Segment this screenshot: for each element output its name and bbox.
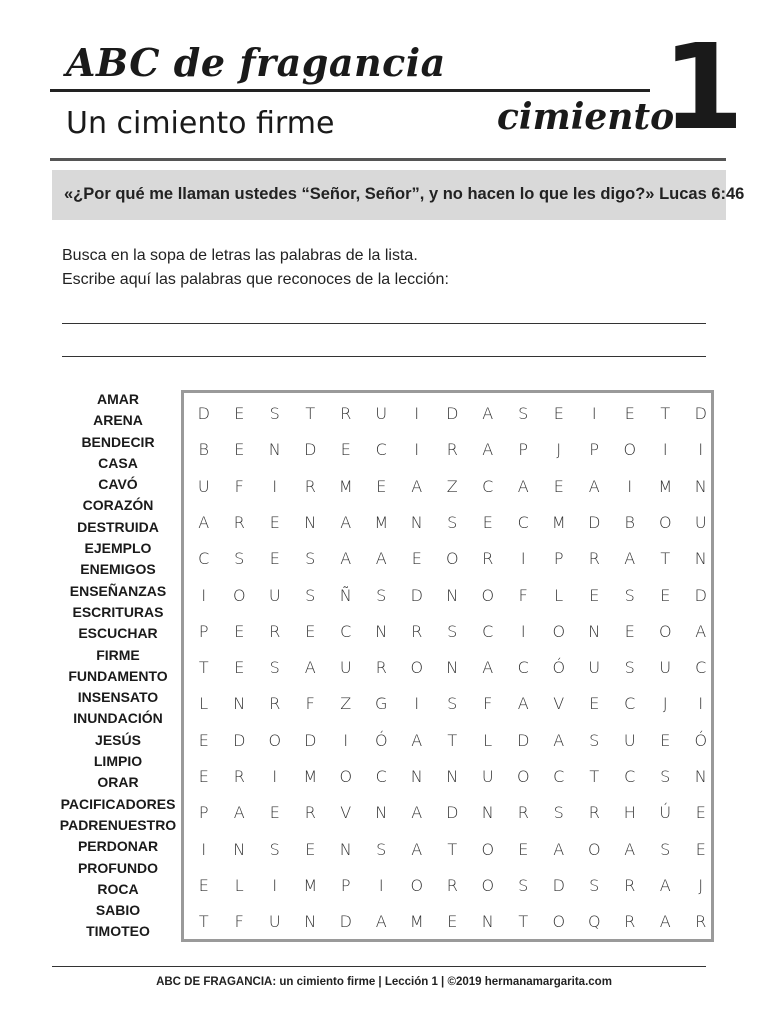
grid-cell: F xyxy=(234,912,244,932)
grid-cell: N xyxy=(446,585,459,605)
grid-cell: I xyxy=(698,440,704,460)
section-label: cimiento xyxy=(497,96,675,138)
grid-cell: C xyxy=(482,476,494,496)
grid-cell: D xyxy=(233,730,246,750)
grid-cell: N xyxy=(233,839,246,859)
grid-cell: U xyxy=(588,658,601,678)
grid-cell: O xyxy=(658,512,672,532)
lesson-number: 1 xyxy=(662,18,745,156)
grid-cell: S xyxy=(376,839,387,859)
grid-row xyxy=(184,505,711,541)
verse-banner xyxy=(52,170,745,220)
grid-row xyxy=(184,904,711,940)
grid-cell: A xyxy=(553,730,565,750)
grid-cell: C xyxy=(375,767,387,786)
grid-cell: N xyxy=(446,658,459,678)
word-list-item: INUNDACIÓN xyxy=(73,710,163,727)
grid-row xyxy=(184,868,711,904)
grid-cell: S xyxy=(305,549,316,569)
grid-cell: I xyxy=(698,694,704,714)
grid-row xyxy=(184,650,711,686)
grid-cell: S xyxy=(660,767,671,786)
grid-cell: A xyxy=(340,549,352,569)
grid-cell: E xyxy=(376,476,387,496)
grid-cell: A xyxy=(517,476,529,496)
grid-cell: T xyxy=(660,549,671,569)
grid-cell: D xyxy=(304,440,317,460)
grid-cell: D xyxy=(197,404,210,423)
grid-cell: A xyxy=(482,658,494,678)
grid-cell: S xyxy=(660,839,671,859)
word-list xyxy=(40,389,196,943)
answer-line-2 xyxy=(62,356,706,357)
grid-cell: U xyxy=(197,476,210,496)
grid-cell: D xyxy=(446,404,459,423)
grid-cell: C xyxy=(198,549,210,569)
grid-cell: U xyxy=(339,658,352,678)
grid-cell: S xyxy=(234,549,245,569)
grid-cell: A xyxy=(624,839,636,859)
grid-cell: E xyxy=(269,803,280,823)
grid-cell: T xyxy=(589,767,600,786)
grid-cell: S xyxy=(447,621,458,641)
grid-cell: M xyxy=(551,512,566,532)
grid-cell: T xyxy=(198,658,209,678)
grid-cell: O xyxy=(516,767,530,786)
worksheet-subtitle: Un cimiento firme xyxy=(66,106,335,141)
grid-cell: P xyxy=(553,549,564,569)
grid-cell: N xyxy=(268,440,281,460)
grid-cell: N xyxy=(446,767,459,786)
grid-cell: E xyxy=(624,621,635,641)
answer-line-1 xyxy=(62,323,706,324)
grid-cell: I xyxy=(662,440,668,460)
grid-cell: S xyxy=(447,694,458,714)
word-list-item: CORAZÓN xyxy=(82,497,154,514)
grid-cell: L xyxy=(483,730,493,750)
grid-cell: D xyxy=(446,803,459,823)
grid-cell: P xyxy=(198,803,209,823)
grid-cell: S xyxy=(269,839,280,859)
grid-cell: R xyxy=(482,549,494,569)
word-search-grid xyxy=(181,390,714,942)
word-list-item: ARENA xyxy=(93,412,143,429)
grid-cell: S xyxy=(624,658,635,678)
grid-cell: E xyxy=(660,585,671,605)
grid-cell: A xyxy=(553,839,565,859)
grid-cell: L xyxy=(234,875,244,895)
grid-cell: S xyxy=(624,585,635,605)
grid-cell: R xyxy=(269,621,281,641)
grid-cell: O xyxy=(232,585,246,605)
grid-cell: J xyxy=(662,694,668,714)
grid-cell: O xyxy=(481,839,495,859)
grid-cell: J xyxy=(698,875,704,895)
grid-cell: L xyxy=(554,585,564,605)
grid-cell: V xyxy=(340,803,352,823)
grid-cell: E xyxy=(269,512,280,532)
grid-cell: F xyxy=(483,694,493,714)
grid-cell: C xyxy=(482,621,494,641)
grid-cell: I xyxy=(414,694,420,714)
grid-cell: R xyxy=(375,658,387,678)
grid-cell: Ó xyxy=(374,730,388,750)
grid-cell: O xyxy=(410,658,424,678)
grid-cell: O xyxy=(481,875,495,895)
grid-cell: O xyxy=(623,440,637,460)
grid-cell: H xyxy=(623,803,636,823)
grid-cell: E xyxy=(234,440,245,460)
word-list-item: FIRME xyxy=(96,646,140,663)
grid-cell: A xyxy=(304,658,316,678)
grid-cell: E xyxy=(198,767,209,786)
grid-cell: E xyxy=(234,621,245,641)
grid-cell: R xyxy=(517,803,529,823)
grid-cell: R xyxy=(588,549,600,569)
grid-cell: A xyxy=(375,912,387,932)
grid-cell: T xyxy=(305,404,316,423)
instruction-line-2: Escribe aquí las palabras que reconoces de la lección: xyxy=(62,271,449,288)
grid-cell: A xyxy=(233,803,245,823)
grid-cell: N xyxy=(339,839,352,859)
grid-cell: L xyxy=(199,694,209,714)
grid-cell: O xyxy=(658,621,672,641)
grid-cell: I xyxy=(520,621,526,641)
word-list-item: PADRENUESTRO xyxy=(59,816,177,833)
grid-cell: Q xyxy=(587,912,601,932)
grid-cell: C xyxy=(624,767,636,786)
grid-cell: U xyxy=(268,585,281,605)
grid-cell: I xyxy=(414,440,420,460)
grid-cell: M xyxy=(374,512,389,532)
grid-cell: E xyxy=(518,839,529,859)
word-list-item: PROFUNDO xyxy=(77,859,159,876)
grid-cell: R xyxy=(446,875,458,895)
word-list-item: ROCA xyxy=(97,880,139,897)
grid-cell: P xyxy=(589,440,600,460)
grid-cell: E xyxy=(269,549,280,569)
grid-cell: A xyxy=(375,549,387,569)
grid-cell: A xyxy=(340,512,352,532)
grid-cell: U xyxy=(659,658,672,678)
grid-cell: P xyxy=(340,875,351,895)
grid-row xyxy=(184,723,711,759)
grid-cell: I xyxy=(414,404,420,423)
grid-cell: P xyxy=(198,621,209,641)
grid-cell: N xyxy=(375,621,388,641)
grid-cell: A xyxy=(588,476,600,496)
grid-cell: T xyxy=(518,912,529,932)
grid-cell: Z xyxy=(446,476,458,496)
grid-cell: I xyxy=(201,839,207,859)
grid-cell: C xyxy=(517,512,529,532)
word-list-item: INSENSATO xyxy=(77,689,159,706)
grid-cell: E xyxy=(553,476,564,496)
worksheet-title: ABC de fragancia xyxy=(66,40,446,85)
footer-divider xyxy=(52,966,706,967)
grid-cell: E xyxy=(447,912,458,932)
grid-cell: T xyxy=(447,730,458,750)
grid-cell: U xyxy=(268,912,281,932)
grid-cell: O xyxy=(339,767,353,786)
grid-row xyxy=(184,832,711,868)
grid-cell: R xyxy=(304,476,316,496)
word-list-item: ORAR xyxy=(97,774,139,791)
grid-cell: M xyxy=(409,912,424,932)
grid-cell: A xyxy=(659,912,671,932)
grid-cell: F xyxy=(234,476,244,496)
grid-cell: O xyxy=(268,730,282,750)
grid-cell: N xyxy=(588,621,601,641)
grid-cell: C xyxy=(695,658,707,678)
grid-cell: A xyxy=(517,694,529,714)
grid-cell: E xyxy=(411,549,422,569)
grid-cell: I xyxy=(272,875,278,895)
word-list-item: LIMPIO xyxy=(93,753,143,770)
grid-cell: D xyxy=(694,585,707,605)
word-list-item: TIMOTEO xyxy=(86,923,150,940)
grid-cell: R xyxy=(411,621,423,641)
grid-cell: A xyxy=(411,803,423,823)
word-list-item: PACIFICADORES xyxy=(60,795,176,812)
grid-cell: A xyxy=(411,476,423,496)
grid-cell: D xyxy=(517,730,530,750)
grid-cell: N xyxy=(375,803,388,823)
grid-cell: Ñ xyxy=(339,585,352,605)
grid-cell: C xyxy=(517,658,529,678)
grid-cell: E xyxy=(198,875,209,895)
grid-cell: N xyxy=(304,512,317,532)
grid-cell: N xyxy=(694,767,707,786)
grid-cell: U xyxy=(623,730,636,750)
grid-cell: I xyxy=(378,875,384,895)
grid-row xyxy=(184,432,711,468)
grid-cell: S xyxy=(518,404,529,423)
grid-cell: F xyxy=(518,585,528,605)
grid-cell: C xyxy=(375,440,387,460)
grid-cell: N xyxy=(304,912,317,932)
grid-cell: C xyxy=(553,767,565,786)
grid-cell: A xyxy=(659,875,671,895)
grid-cell: N xyxy=(481,912,494,932)
word-list-item: ENEMIGOS xyxy=(80,561,156,578)
grid-cell: C xyxy=(340,621,352,641)
grid-cell: R xyxy=(624,912,636,932)
grid-cell: O xyxy=(552,621,566,641)
grid-cell: R xyxy=(588,803,600,823)
grid-cell: G xyxy=(375,694,388,714)
grid-cell: E xyxy=(305,621,316,641)
word-list-item: DESTRUIDA xyxy=(77,518,159,535)
word-list-item: EJEMPLO xyxy=(84,540,152,557)
grid-cell: U xyxy=(694,512,707,532)
grid-cell: O xyxy=(587,839,601,859)
grid-cell: A xyxy=(624,549,636,569)
grid-row xyxy=(184,578,711,614)
grid-row xyxy=(184,541,711,577)
grid-cell: E xyxy=(234,404,245,423)
grid-cell: E xyxy=(624,404,635,423)
grid-cell: N xyxy=(481,803,494,823)
grid-cell: E xyxy=(660,730,671,750)
grid-cell: B xyxy=(198,440,209,460)
instruction-line-1: Busca en la sopa de letras las palabras de la lista. xyxy=(62,247,418,264)
grid-cell: U xyxy=(481,767,494,786)
grid-cell: I xyxy=(627,476,633,496)
grid-cell: S xyxy=(553,803,564,823)
grid-cell: E xyxy=(589,694,600,714)
grid-cell: D xyxy=(694,404,707,423)
grid-row xyxy=(184,686,711,722)
grid-cell: D xyxy=(304,730,317,750)
grid-cell: S xyxy=(269,404,280,423)
grid-cell: A xyxy=(198,512,210,532)
grid-cell: S xyxy=(518,875,529,895)
grid-row xyxy=(184,469,711,505)
word-list-item: JESÚS xyxy=(95,731,141,748)
word-list-item: FUNDAMENTO xyxy=(68,667,168,684)
grid-cell: I xyxy=(272,476,278,496)
grid-cell: S xyxy=(305,585,316,605)
grid-cell: D xyxy=(339,912,352,932)
grid-cell: R xyxy=(304,803,316,823)
grid-cell: J xyxy=(556,440,562,460)
grid-cell: T xyxy=(447,839,458,859)
grid-cell: T xyxy=(660,404,671,423)
grid-cell: O xyxy=(481,585,495,605)
grid-cell: Ú xyxy=(659,803,672,823)
grid-cell: E xyxy=(305,839,316,859)
grid-cell: I xyxy=(591,404,597,423)
grid-cell: E xyxy=(234,658,245,678)
grid-cell: R xyxy=(269,694,281,714)
grid-cell: N xyxy=(694,476,707,496)
grid-cell: M xyxy=(658,476,673,496)
grid-cell: U xyxy=(375,404,388,423)
grid-cell: D xyxy=(552,875,565,895)
grid-cell: E xyxy=(340,440,351,460)
grid-cell: A xyxy=(411,839,423,859)
grid-cell: S xyxy=(269,658,280,678)
grid-cell: R xyxy=(233,512,245,532)
grid-cell: T xyxy=(198,912,209,932)
grid-cell: E xyxy=(589,585,600,605)
word-list-item: CASA xyxy=(98,454,138,471)
footer-text: ABC DE FRAGANCIA: un cimiento firme | Lección 1 | ©2019 hermanamargarita.com xyxy=(156,976,612,988)
grid-cell: O xyxy=(552,912,566,932)
grid-cell: E xyxy=(695,839,706,859)
grid-cell: Ó xyxy=(694,730,708,750)
grid-cell: M xyxy=(303,767,318,786)
grid-cell: S xyxy=(589,730,600,750)
grid-cell: E xyxy=(482,512,493,532)
grid-cell: B xyxy=(624,512,635,532)
word-list-item: ESCUCHAR xyxy=(78,625,158,642)
grid-cell: R xyxy=(233,767,245,786)
grid-cell: A xyxy=(411,730,423,750)
grid-cell: N xyxy=(410,767,423,786)
grid-cell: R xyxy=(340,404,352,423)
word-list-item: BENDECIR xyxy=(81,433,155,450)
grid-cell: A xyxy=(695,621,707,641)
grid-cell: D xyxy=(588,512,601,532)
grid-cell: N xyxy=(410,512,423,532)
grid-cell: D xyxy=(410,585,423,605)
grid-cell: E xyxy=(198,730,209,750)
grid-cell: M xyxy=(303,875,318,895)
grid-cell: N xyxy=(694,549,707,569)
grid-cell: M xyxy=(338,476,353,496)
verse-text: «¿Por qué me llaman ustedes “Señor, Señor”, y no hacen lo que les digo?» Lucas 6:46 xyxy=(64,185,745,203)
word-list-item: SABIO xyxy=(95,902,141,919)
grid-cell: I xyxy=(201,585,207,605)
grid-cell: S xyxy=(589,875,600,895)
grid-cell: R xyxy=(446,440,458,460)
word-list-item: ENSEÑANZAS xyxy=(69,582,167,599)
grid-cell: I xyxy=(272,767,278,786)
grid-cell: S xyxy=(376,585,387,605)
grid-row xyxy=(184,396,711,432)
grid-cell: R xyxy=(624,875,636,895)
grid-cell: C xyxy=(624,694,636,714)
grid-cell: V xyxy=(553,694,565,714)
grid-row xyxy=(184,614,711,650)
grid-cell: I xyxy=(343,730,349,750)
grid-cell: A xyxy=(482,440,494,460)
word-list-item: AMAR xyxy=(97,391,139,407)
word-list-item: ESCRITURAS xyxy=(72,603,164,620)
grid-cell: P xyxy=(518,440,529,460)
grid-cell: O xyxy=(445,549,459,569)
title-divider xyxy=(50,89,650,92)
grid-cell: S xyxy=(447,512,458,532)
grid-cell: Ó xyxy=(552,658,566,678)
grid-cell: E xyxy=(553,404,564,423)
grid-cell: F xyxy=(305,694,315,714)
grid-cell: R xyxy=(695,912,707,932)
grid-row xyxy=(184,759,711,795)
header-divider xyxy=(50,158,726,161)
grid-cell: E xyxy=(695,803,706,823)
grid-row xyxy=(184,795,711,831)
grid-cell: O xyxy=(410,875,424,895)
grid-cell: N xyxy=(233,694,246,714)
grid-cell: A xyxy=(482,404,494,423)
grid-cell: I xyxy=(520,549,526,569)
word-list-item: PERDONAR xyxy=(77,838,159,855)
word-list-item: CAVÓ xyxy=(98,476,138,493)
grid-cell: Z xyxy=(340,694,352,714)
